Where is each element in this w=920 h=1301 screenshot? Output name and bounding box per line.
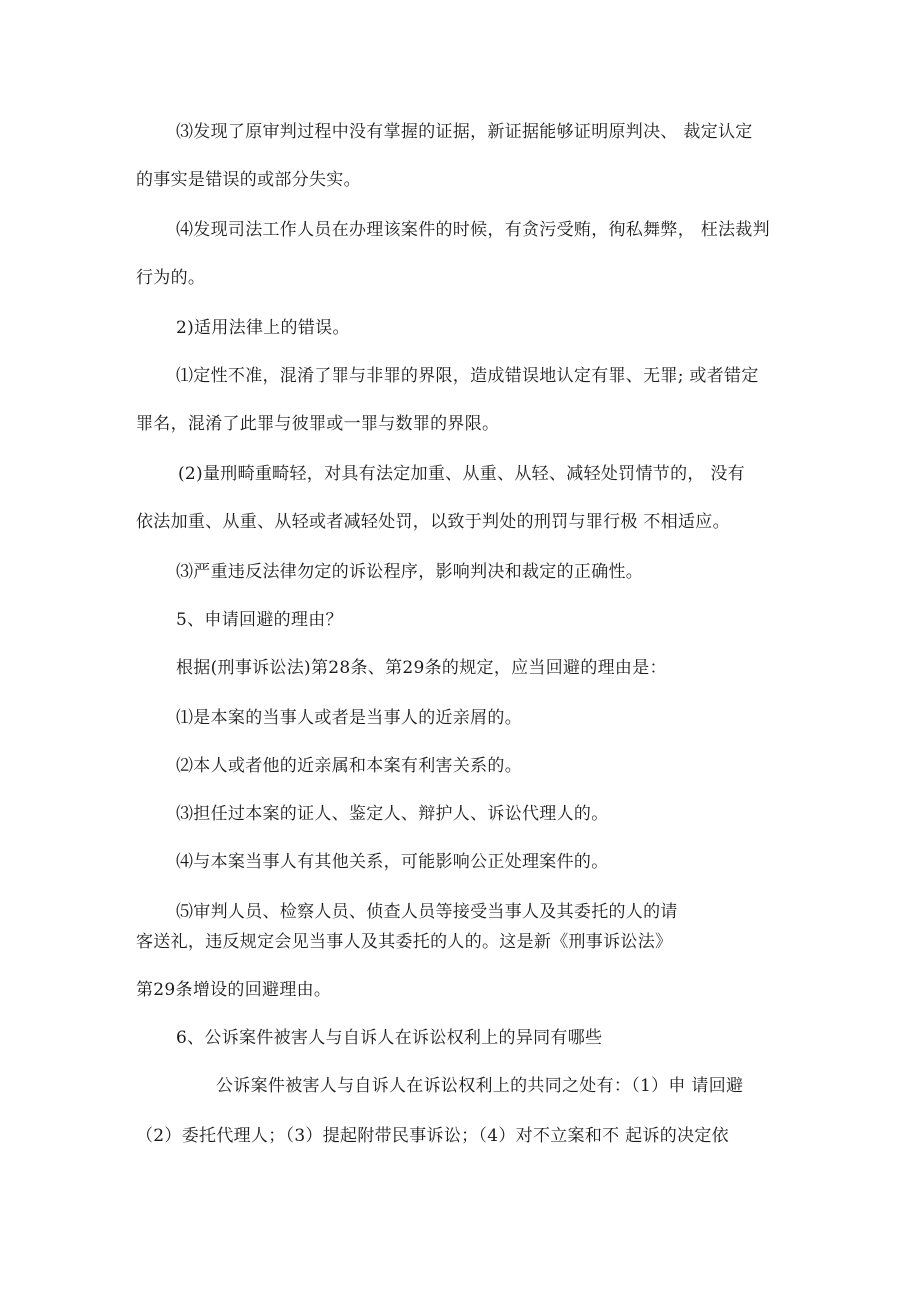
text-line: 根据(刑事诉讼法)第28条、第29条的规定，应当回避的理由是： [176,658,667,678]
list-item: ⑷与本案当事人有其他关系，可能影响公正处理案件的。 [176,852,609,872]
list-item: ⑵本人或者他的近亲属和本案有利害关系的。 [176,756,522,776]
text-line: ⑴定性不准，混淆了罪与非罪的界限，造成错误地认定有罪、无罪; 或者错定 [176,366,759,386]
question-heading: 6、公诉案件被害人与自诉人在诉讼权利上的异同有哪些 [176,1028,603,1048]
text-line: ⑶发现了原审判过程中没有掌握的证据，新证据能够证明原判决、 裁定认定 [176,122,753,142]
text-line: （2）委托代理人；（3）提起附带民事诉讼；（4）对不立案和不 起诉的决定依 [136,1126,729,1146]
text-line: 公诉案件被害人与自诉人在诉讼权利上的共同之处有：（1）申 请回避 [216,1076,744,1096]
text-line: 行为的。 [136,268,206,288]
text-line: ⑶严重违反法律勿定的诉讼程序，影响判决和裁定的正确性。 [176,562,644,582]
text-line: 依法加重、从重、从轻或者减轻处罚，以致于判处的刑罚与罪行极 不相适应。 [136,512,730,532]
list-item: ⑴是本案的当事人或者是当事人的近亲屑的。 [176,708,522,728]
text-line: 第29条增设的回避理由。 [136,980,332,1000]
section-heading: 2)适用法律上的错误。 [176,318,350,338]
text-line: 的事实是错误的或部分失实。 [136,170,361,190]
list-item: ⑸审判人员、检察人员、侦查人员等接受当事人及其委托的人的请 [176,902,678,922]
text-line: 客送礼，违反规定会见当事人及其委托的人的。这是新《刑事诉讼法》 [136,932,673,952]
text-line: (2)量刑畸重畸轻，对具有法定加重、从重、从轻、减轻处罚情节的， 没有 [178,464,745,484]
text-line: ⑷发现司法工作人员在办理该案件的时候，有贪污受贿，徇私舞弊， 枉法裁判 [176,220,770,240]
question-heading: 5、申请回避的理由？ [176,610,343,630]
list-item: ⑶担任过本案的证人、鉴定人、辩护人、诉讼代理人的。 [176,804,609,824]
text-line: 罪名，混淆了此罪与彼罪或一罪与数罪的界限。 [136,414,500,434]
